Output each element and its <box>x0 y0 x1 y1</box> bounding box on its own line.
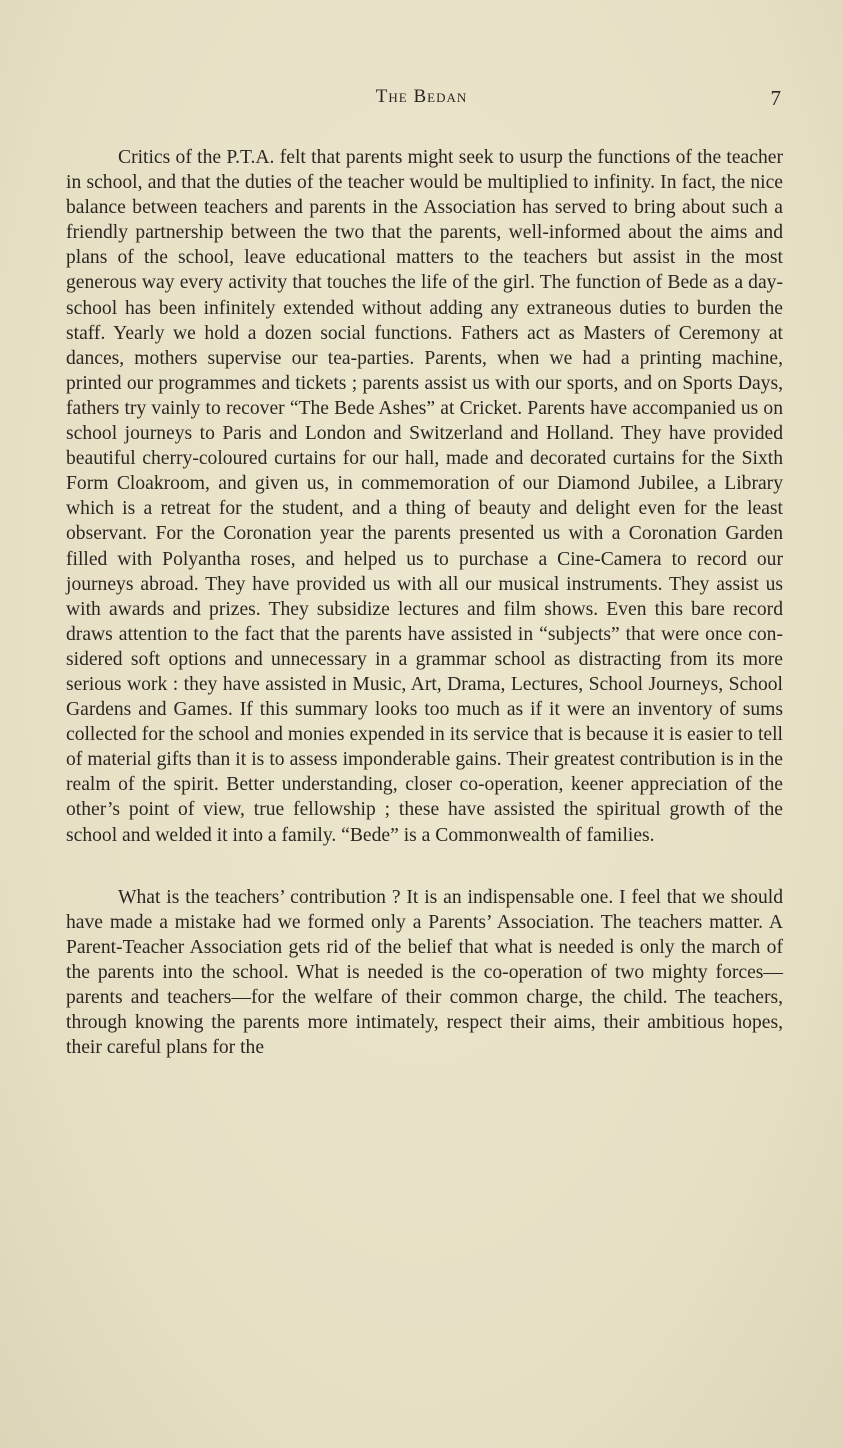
paragraph-pta-critics: Critics of the P.T.A. felt that parents might seek to usurp the functions of the teacher in school, and that the duties of the teacher would be multiplied to infinity. In fact, the nice balance between teachers and parents in the Association has served to bring about such a friendly partnership between the two that the parents, well-informed about the aims and plans of the school, leave educational matters to the teachers but assist in the most generous way every activity that touches the life of the girl. The function of Bede as a day-school has been infinitely extended without adding any extraneous duties to burden the staff. Yearly we hold a dozen social functions. Fathers act as Masters of Ceremony at dances, mothers supervise our tea-parties. Parents, when we had a printing machine, printed our programmes and tickets ; parents assist us with our sports, and on Sports Days, fathers try vainly to recover “The Bede Ashes” at Cricket. Parents have accompanied us on school journeys to Paris and London and Switzerland and Holland. They have provided beautiful cherry-coloured curtains for our hall, made and decorated curtains for the Sixth Form Cloakroom, and given us, in commemoration of our Diamond Jubilee, a Library which is a retreat for the student, and a thing of beauty and delight even for the least observant. For the Coronation year the parents presented us with a Coronation Garden filled with Polyantha roses, and helped us to purchase a Cine-Camera to record our journeys abroad. They have provided us with all our musical instruments. They assist us with awards and prizes. They subsidize lectures and film shows. Even this bare record draws attention to the fact that the parents have assisted in “subjects” that were once considered soft options and unnecessary in a grammar school as distracting from its more serious work : they have assisted in Music, Art, Drama, Lectures, School Journeys, School Gardens and Games. If this summary looks too much as if it were an inventory of sums collected for the school and monies expended in its service that is because it is easier to tell of material gifts than it is to assess imponderable gains. Their greatest contribution is in the realm of the spirit. Better understanding, closer co-operation, keener appreciation of the other’s point of view, true fellowship ; these have assisted the spiritual growth of the school and welded it into a family. “Bede” is a Commonwealth of families. <box>66 147 783 846</box>
body-text <box>66 145 783 1060</box>
page-number: 7 <box>770 86 781 110</box>
running-title: The Bedan <box>375 86 468 107</box>
running-head <box>0 86 843 116</box>
paragraph-teachers-contribution: What is the teachers’ contribution ? It is an indispensable one. I feel that we should have made a mistake had we formed only a Parents’ Association. The teachers matter. A Parent-Teacher Association gets rid of the belief that what is needed is only the march of the parents into the school. What is needed is the co-operation of two mighty forces—parents and teachers—for the welfare of their common charge, the child. The teachers, through knowing the parents more intimately, respect their aims, their ambitious hopes, their careful plans for the <box>66 886 783 1059</box>
